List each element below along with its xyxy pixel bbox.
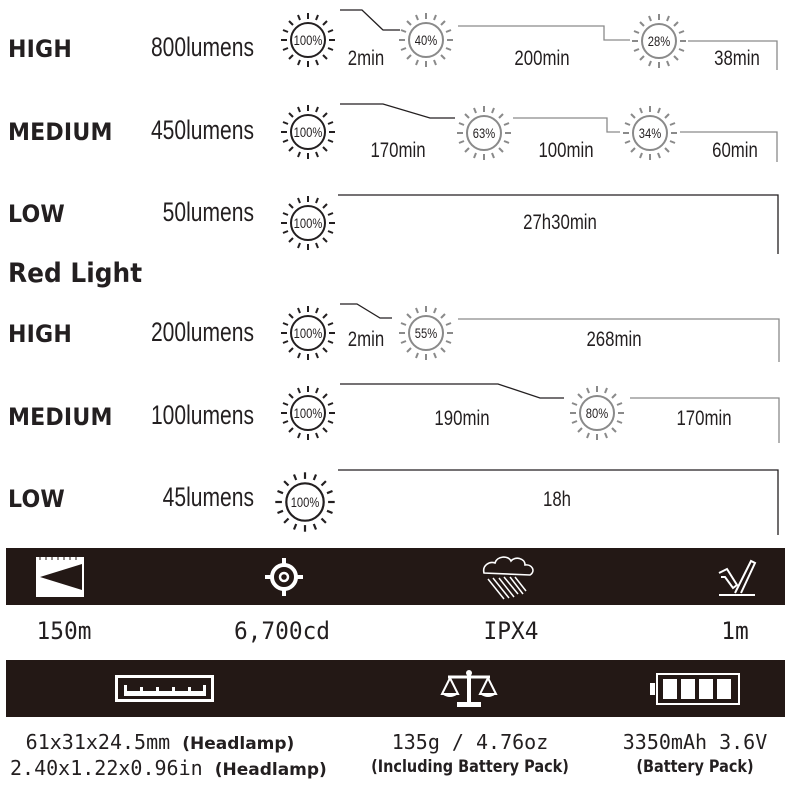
red-lumens-medium: 100lumens <box>150 400 254 430</box>
water-rating-value: IPX4 <box>483 617 539 645</box>
lumens-low: 50lumens <box>162 197 254 227</box>
svg-text:100%: 100% <box>293 215 323 232</box>
duration-label: 2min <box>347 47 385 70</box>
beam-distance-value: 150m <box>36 617 92 645</box>
weight-value: 135g / 4.76oz <box>391 730 549 754</box>
spec-bar-1 <box>6 548 785 605</box>
svg-text:100%: 100% <box>293 124 323 141</box>
duration-label: 190min <box>434 407 490 430</box>
red-mode-label-high: HIGH <box>8 320 73 348</box>
svg-text:34%: 34% <box>638 125 662 142</box>
dimensions-mm: 61x31x24.5mm (Headlamp) <box>25 730 295 754</box>
svg-text:100%: 100% <box>293 325 323 342</box>
lumens-high: 800lumens <box>150 32 254 62</box>
target-icon <box>263 556 305 598</box>
duration-label: 38min <box>714 47 760 70</box>
impact-value: 1m <box>721 617 749 645</box>
svg-text:40%: 40% <box>414 32 438 49</box>
red-light-title: Red Light <box>8 258 143 289</box>
svg-text:100%: 100% <box>293 32 323 49</box>
svg-text:80%: 80% <box>585 405 609 422</box>
duration-label: 170min <box>370 139 426 162</box>
red-mode-label-medium: MEDIUM <box>8 403 113 431</box>
duration-label: 100min <box>538 139 594 162</box>
red-mode-label-low: LOW <box>8 485 65 513</box>
battery-value: 3350mAh 3.6V <box>622 730 768 754</box>
beam-distance-icon <box>34 555 88 599</box>
mode-label-high: HIGH <box>8 35 73 63</box>
duration-label: 2min <box>347 328 385 351</box>
svg-text:100%: 100% <box>293 405 323 422</box>
ruler-icon <box>115 675 215 703</box>
lumens-medium: 450lumens <box>150 115 254 145</box>
mode-label-medium: MEDIUM <box>8 118 113 146</box>
svg-text:100%: 100% <box>290 494 320 511</box>
dimensions-in: 2.40x1.22x0.96in (Headlamp) <box>10 756 327 780</box>
duration-label: 268min <box>586 328 642 351</box>
drop-impact-icon <box>715 555 759 599</box>
rain-cloud-icon <box>480 553 540 603</box>
duration-label: 170min <box>676 407 732 430</box>
svg-text:63%: 63% <box>472 125 496 142</box>
duration-label: 200min <box>514 47 570 70</box>
red-lumens-low: 45lumens <box>162 482 254 512</box>
weight-note: (Including Battery Pack) <box>371 757 569 777</box>
red-lumens-high: 200lumens <box>150 317 254 347</box>
battery-icon <box>650 672 742 706</box>
svg-text:55%: 55% <box>414 325 438 342</box>
battery-note: (Battery Pack) <box>636 757 754 777</box>
svg-text:28%: 28% <box>647 33 671 50</box>
scale-icon <box>440 668 498 712</box>
intensity-value: 6,700cd <box>233 617 331 645</box>
mode-label-low: LOW <box>8 200 65 228</box>
duration-label: 27h30min <box>523 211 597 234</box>
duration-label: 18h <box>542 488 572 511</box>
duration-label: 60min <box>712 139 758 162</box>
